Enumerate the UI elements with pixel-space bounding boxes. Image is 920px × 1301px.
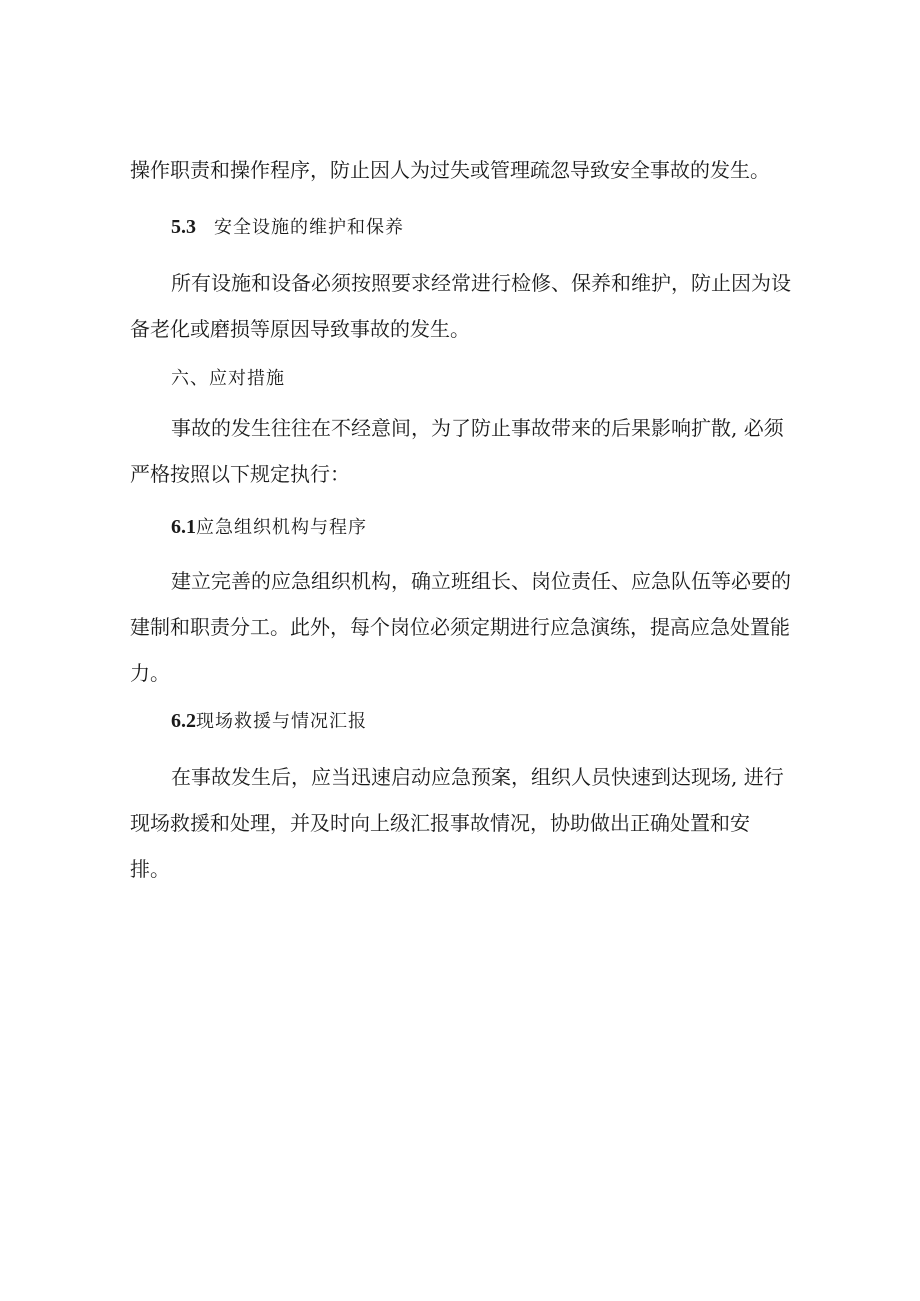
paragraph-maintenance [130,260,802,352]
paragraph-line: 备老化或磨损等原因导致事故的发生。 [130,317,470,341]
paragraph-line: 严格按照以下规定执行： [130,462,350,486]
section-heading-6-1 [130,504,802,551]
paragraph-line: 建制和职责分工。此外，每个岗位必须定期进行应急演练，提高应急处置能 [130,615,790,639]
section-title: 六、应对措施 [171,368,285,389]
section-heading-5-3 [130,204,802,251]
paragraph-line: 在事故发生后，应当迅速启动应急预案，组织人员快速到达现场, 进行 [171,765,784,789]
section-title: 安全设施的维护和保养 [214,217,404,238]
paragraph-emergency-org [130,558,802,696]
paragraph-line: 操作职责和操作程序，防止因人为过失或管理疏忽导致安全事故的发生。 [130,158,770,182]
paragraph-line: 事故的发生往往在不经意间，为了防止事故带来的后果影响扩散, 必须 [171,416,784,440]
section-number: 6.1 [171,516,196,538]
section-title: 现场救援与情况汇报 [196,711,367,732]
paragraph-line: 力。 [130,661,170,685]
paragraph-line: 所有设施和设备必须按照要求经常进行检修、保养和维护，防止因为设 [171,271,791,295]
section-title: 应急组织机构与程序 [196,517,367,538]
paragraph-continuation [130,147,802,193]
section-number: 6.2 [171,710,196,732]
paragraph-rescue [130,754,802,892]
paragraph-line: 建立完善的应急组织机构，确立班组长、岗位责任、应急队伍等必要的 [171,569,791,593]
paragraph-line: 现场救援和处理，并及时向上级汇报事故情况，协助做出正确处置和安 [130,811,750,835]
paragraph-response [130,405,802,497]
section-number: 5.3 [171,216,196,238]
section-heading-6 [130,356,802,402]
paragraph-line: 排。 [130,857,170,881]
section-heading-6-2 [130,698,802,745]
